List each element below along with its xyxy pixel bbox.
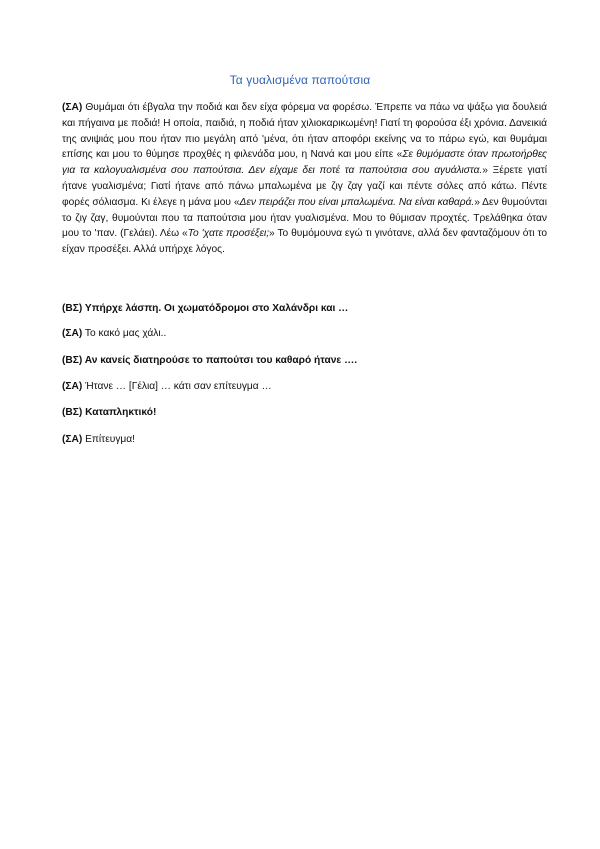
paragraph-text: » Το θυμόμουνα εγώ τι γινότανε, αλλά δεν φανταζόμουν ότι το είχαν προσέξει. Αλλά υπήρχε λόγος.	[62, 228, 547, 256]
paragraph-text: Αν κανείς διατηρούσε το παπούτσι του καθαρό ήτανε ….	[82, 355, 358, 366]
paragraph-text: Το κακό μας χάλι..	[82, 328, 167, 339]
paragraph-sa-1	[62, 100, 547, 258]
paragraph-bs-6	[62, 407, 547, 418]
paragraph-text: Ήτανε … [Γέλια] … κάτι σαν επίτευγμα …	[82, 381, 272, 392]
speaker-label: (ΣΑ)	[62, 102, 83, 113]
paragraph-sa-7	[62, 434, 547, 445]
paragraph-text: Επίτευγμα!	[82, 434, 136, 445]
speaker-label: (ΣΑ)	[62, 381, 83, 392]
paragraph-bs-2	[62, 303, 547, 314]
paragraph-text: Υπήρχε λάσπη. Οι χωματόδρομοι στο Χαλάνδρι και …	[82, 303, 349, 314]
quote-text: Δεν πειράζει που είναι μπαλωμένα. Να είναι καθαρά.	[239, 196, 475, 208]
paragraph-bs-4	[62, 355, 547, 366]
speaker-label: (ΒΣ)	[62, 355, 83, 366]
paragraph-text: Καταπληκτικό!	[82, 407, 157, 418]
paragraph-text: » Δεν θυμούνται το ζιγ ζαγ, θυμούνται που τα παπούτσια μου ήταν γυαλισμένα. Μου το θύμισαν προχτές. Τρελάθηκα όταν μου το 'παν. (Γελάει). Λέω «	[62, 196, 547, 240]
speaker-label: (ΣΑ)	[62, 434, 83, 445]
quote-text: Σε θυμόμαστε όταν πρωτοήρθες για τα καλογυαλισμένα σου παπούτσια. Δεν είχαμε δει ποτέ τα παπούτσια σου αγυάλιστα.	[62, 149, 547, 177]
paragraph-sa-3	[62, 328, 547, 339]
speaker-label: (ΒΣ)	[62, 303, 83, 314]
paragraph-text: » Ξέρετε γιατί ήτανε γυαλισμένα; Γιατί ήτανε από πάνω μπαλωμένα με ζιγ ζαγ γαζί και πέντε σόλες από κάτω. Πέντε φορές σόλιασμα. Κι έλεγε η μάνα μου «	[62, 165, 547, 208]
document-title: Τα γυαλισμένα παπούτσια	[229, 73, 371, 87]
paragraph-text: Θυμάμαι ότι έβγαλα την ποδιά και δεν είχα φόρεμα να φορέσω. Έπρεπε να πάω να ψάξω για δουλειά και πήγαινα με ποδιά! Η οποία, παιδιά, η ποδιά ήταν χιλιοκαρικωμένη! Γιατί τη φορούσα έξι χρόνια. Δανεικιά της ανιψιάς μου που ήταν πιο μεγάλη από 'μένα, ότι ήταν αποφόρι εκείνης να το πάρω εγώ, και θυμάμαι επίσης και μου το θύμησε προχθές η φιλενάδα μου, η Νανά και μου είπε «	[62, 102, 547, 161]
speaker-label: (ΒΣ)	[62, 407, 83, 418]
paragraph-sa-5	[62, 381, 547, 392]
speaker-label: (ΣΑ)	[62, 328, 83, 339]
quote-text: Το 'χατε προσέξει;	[187, 228, 270, 240]
